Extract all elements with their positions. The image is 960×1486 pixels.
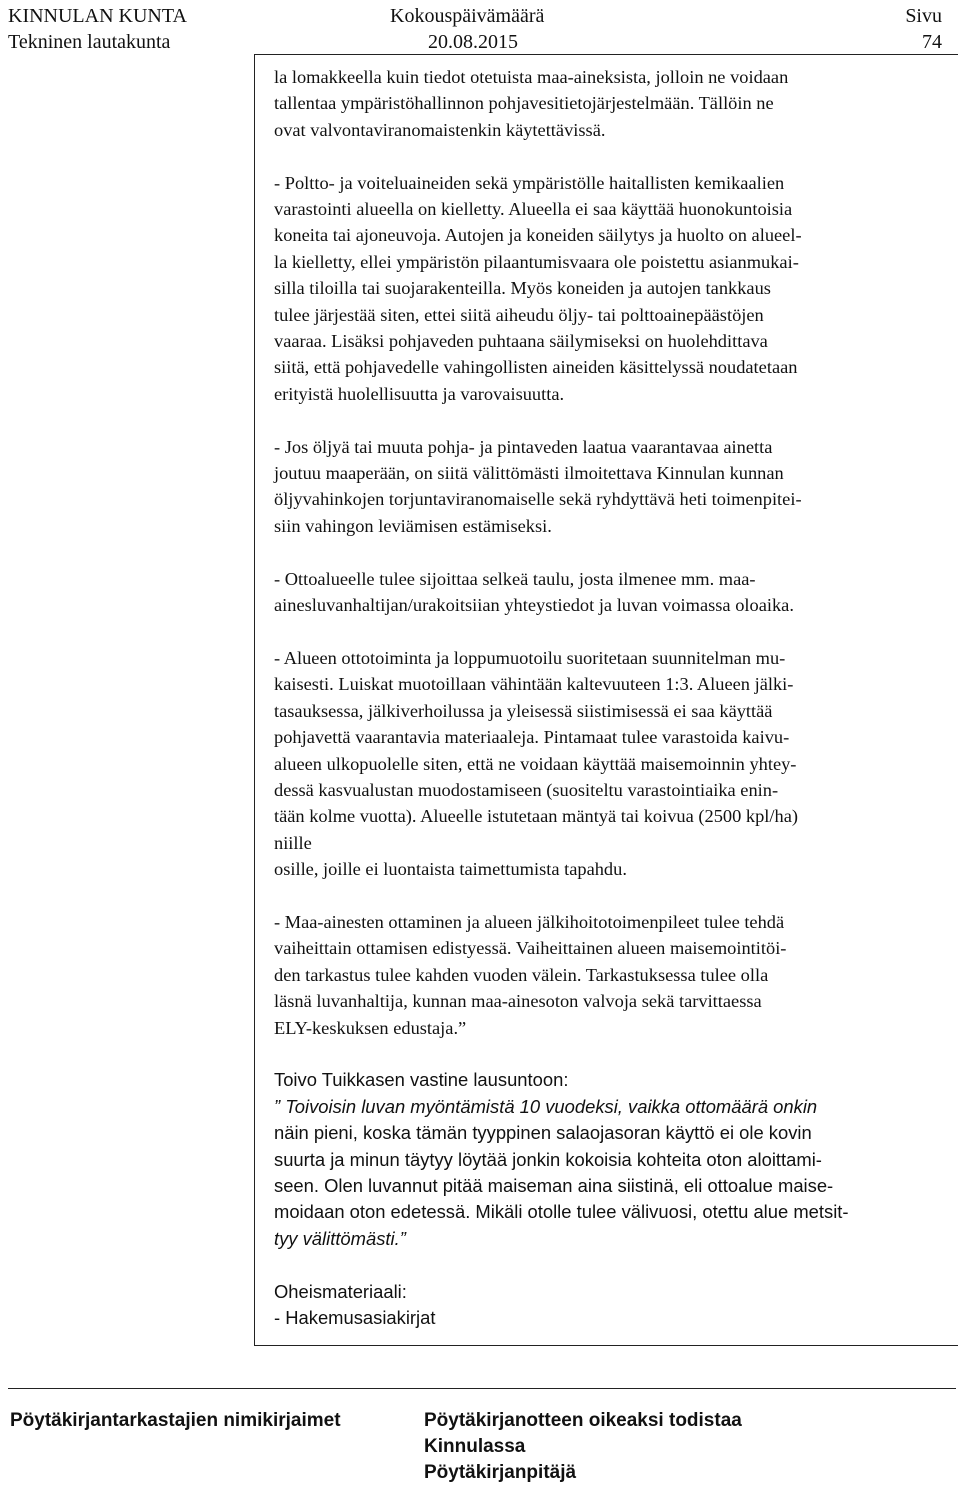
- attachments-label: Oheismateriaali:: [274, 1280, 407, 1302]
- header-board: Tekninen lautakunta: [8, 31, 171, 53]
- text-line: - Ottoalueelle tulee sijoittaa selkeä taulu, josta ilmenee mm. maa-: [274, 568, 756, 589]
- signature-divider: [8, 1388, 956, 1389]
- text-line: moidaan oton edetessä. Mikäli otolle tulee välivuosi, otettu alue metsit-: [274, 1201, 849, 1223]
- attachments: [274, 1279, 946, 1332]
- text-line: varastointi alueella on kielletty. Alueella ei saa käyttää huonokuntoisia: [274, 199, 793, 220]
- text-line: - Jos öljyä tai muuta pohja- ja pintaveden laatua vaarantavaa ainetta: [274, 436, 773, 457]
- header-org: KINNULAN KUNTA: [8, 5, 187, 27]
- paragraph-sign-board: [274, 566, 946, 619]
- response-heading: Toivo Tuikkasen vastine lausuntoon:: [274, 1069, 569, 1091]
- text-line: silla tiloilla tai suojarakenteilla. Myös koneiden ja autojen tankkaus: [274, 278, 771, 299]
- text-line: - Maa-ainesten ottaminen ja alueen jälkihoitotoimenpileet tulee tehdä: [274, 911, 785, 932]
- text-line: - Poltto- ja voiteluaineiden sekä ympäristölle haitallisten kemikaalien: [274, 172, 785, 193]
- text-line: siin vahingon leviämisen estämiseksi.: [274, 515, 552, 536]
- text-line: tasauksessa, jälkiverhoilussa ja yleisessä siistimisessä ei saa käyttää: [274, 700, 773, 721]
- text-line: la kielletty, ellei ympäristön pilaantumisvaara ole poistettu asianmukai-: [274, 251, 799, 272]
- text-line: alueen ulkopuolelle siten, että ne voidaan käyttää maisemoinnin yhtey-: [274, 753, 797, 774]
- footer-initials-label: Pöytäkirjantarkastajien nimikirjaimet: [10, 1410, 341, 1431]
- text-line: joutuu maaperään, on siitä välittömästi ilmoitettava Kinnulan kunnan: [274, 463, 784, 484]
- text-line: tallentaa ympäristöhallinnon pohjavesitietojärjestelmään. Tällöin ne: [274, 93, 774, 114]
- text-line: suurta ja minun täytyy löytää jonkin kokoisia kohteita oton aloittami-: [274, 1148, 822, 1170]
- header-page-label: Sivu: [905, 5, 942, 27]
- text-line: ainesluvanhaltijan/urakoitsiian yhteystiedot ja luvan voimassa oloaika.: [274, 595, 794, 616]
- text-line: osille, joille ei luontaista taimettumista tapahdu.: [274, 859, 627, 880]
- text-line: - Alueen ottotoiminta ja loppumuotoilu suoritetaan suunnitelman mu-: [274, 647, 786, 668]
- text-line: läsnä luvanhaltija, kunnan maa-ainesoton valvoja sekä tarvittaessa: [274, 991, 762, 1012]
- text-line: ELY-keskuksen edustaja.”: [274, 1017, 467, 1038]
- text-line: pohjavettä vaarantavia materiaaleja. Pintamaat tulee varastoida kaivu-: [274, 727, 790, 748]
- applicant-response: [274, 1067, 946, 1252]
- text-line: vaaraa. Lisäksi pohjaveden puhtaana säilymiseksi on huolehdittava: [274, 331, 768, 352]
- document-body: [274, 64, 946, 1358]
- header-date-label: Kokouspäivämäärä: [390, 5, 545, 27]
- header-date: 20.08.2015: [428, 31, 518, 53]
- attachments-item: - Hakemusasiakirjat: [274, 1306, 436, 1328]
- text-line: niille: [274, 832, 312, 853]
- text-line: koneita tai ajoneuvoja. Autojen ja koneiden säilytys ja huolto on alueel-: [274, 225, 802, 246]
- paragraph-phased-extraction: [274, 909, 946, 1041]
- footer-secretary: Pöytäkirjanpitäjä: [424, 1462, 577, 1483]
- text-line: la lomakkeella kuin tiedot otetuista maa-aineksista, jolloin ne voidaan: [274, 67, 789, 87]
- paragraph-oil-spill: [274, 434, 946, 540]
- text-line: tään kolme vuotta). Alueelle istutetaan mäntyä tai koivua (2500 kpl/ha): [274, 806, 798, 827]
- response-quote-last-line: tyy välittömästi.”: [274, 1227, 406, 1249]
- text-line: dessä kasvualustan muodostamiseen (suositeltu varastointiaika enin-: [274, 779, 779, 800]
- footer-place: Kinnulassa: [424, 1436, 526, 1457]
- text-line: tulee järjestää siten, ettei siitä aiheudu öljy- tai polttoainepäästöjen: [274, 304, 764, 325]
- paragraph-landscaping: [274, 645, 946, 883]
- paragraph-fuel-storage: [274, 170, 946, 408]
- header-page-number: 74: [922, 31, 942, 53]
- text-line: vaiheittain ottamisen edistyessä. Vaiheittainen alueen maisemointitöi-: [274, 938, 787, 959]
- footer-certification-label: Pöytäkirjanotteen oikeaksi todistaa: [424, 1410, 742, 1431]
- text-line: seen. Olen luvannut pitää maiseman aina siistinä, eli ottoalue maise-: [274, 1174, 834, 1196]
- response-quote-first-line: ” Toivoisin luvan myöntämistä 10 vuodeksi, vaikka ottomäärä onkin: [274, 1095, 818, 1117]
- text-line: erityistä huolellisuutta ja varovaisuutta.: [274, 383, 565, 404]
- text-line: ovat valvontaviranomaistenkin käytettävissä.: [274, 119, 606, 140]
- text-line: öljyvahinkojen torjuntaviranomaiselle sekä ryhdyttävä heti toimenpitei-: [274, 489, 802, 510]
- text-line: näin pieni, koska tämän tyyppinen salaojasoran käyttö ei ole kovin: [274, 1122, 812, 1144]
- paragraph-data-storage: [274, 64, 946, 143]
- text-line: siitä, että pohjavedelle vahingollisten aineiden käsittelyssä noudatetaan: [274, 357, 798, 378]
- text-line: kaisesti. Luiskat muotoillaan vähintään kaltevuuteen 1:3. Alueen jälki-: [274, 674, 794, 695]
- text-line: den tarkastus tulee kahden vuoden välein. Tarkastuksessa tulee olla: [274, 964, 769, 985]
